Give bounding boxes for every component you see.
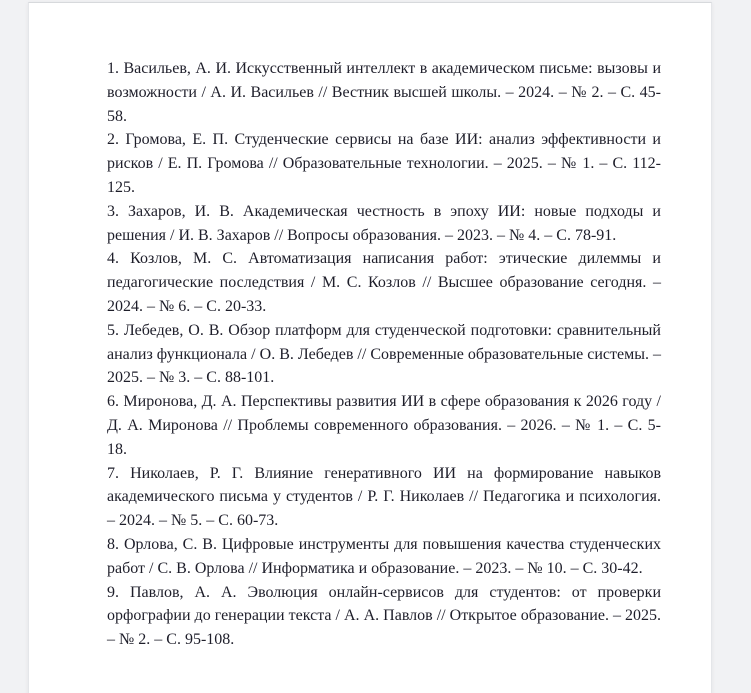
bibliography-list xyxy=(29,3,711,692)
reference-item: 5. Лебедев, О. В. Обзор платформ для студенческой подготовки: сравнительный анализ функционала / О. В. Лебедев // Современные образовательные системы. – 2025. – № 3. – С. 88-101. xyxy=(107,321,661,387)
reference-item: 4. Козлов, М. С. Автоматизация написания работ: этические дилеммы и педагогические последствия / М. С. Козлов // Высшее образование сегодня. – 2024. – № 6. – С. 20-33. xyxy=(107,250,661,315)
reference-item: 3. Захаров, И. В. Академическая честность в эпоху ИИ: новые подходы и решения / И. В. Захаров // Вопросы образования. – 2023. – № 4. – С. 78-91. xyxy=(107,202,661,244)
reference-item: 7. Николаев, Р. Г. Влияние генеративного ИИ на формирование навыков академического письма у студентов / Р. Г. Николаев // Педагогика и психология. – 2024. – № 5. – С. 60-73. xyxy=(107,464,661,530)
reference-item: 6. Миронова, Д. А. Перспективы развития ИИ в сфере образования к 2026 году / Д. А. Миронова // Проблемы современного образования. – 2026. – № 1. – С. 5-18. xyxy=(107,393,661,458)
reference-item: 1. Васильев, А. И. Искусственный интеллект в академическом письме: вызовы и возможности / А. И. Васильев // Вестник высшей школы. – 2024. – № 2. – С. 45-58. xyxy=(107,60,661,125)
document-page xyxy=(28,2,712,693)
reference-item: 8. Орлова, С. В. Цифровые инструменты для повышения качества студенческих работ / С. В. Орлова // Информатика и образование. – 2023. – № 10. – С. 30-42. xyxy=(107,535,661,577)
reference-item: 2. Громова, Е. П. Студенческие сервисы на базе ИИ: анализ эффективности и рисков / Е. П. Громова // Образовательные технологии. – 2025. – № 1. – С. 112-125. xyxy=(107,131,661,196)
reference-item: 9. Павлов, А. А. Эволюция онлайн-сервисов для студентов: от проверки орфографии до генерации текста / А. А. Павлов // Открытое образование. – 2025. – № 2. – С. 95-108. xyxy=(107,583,661,649)
